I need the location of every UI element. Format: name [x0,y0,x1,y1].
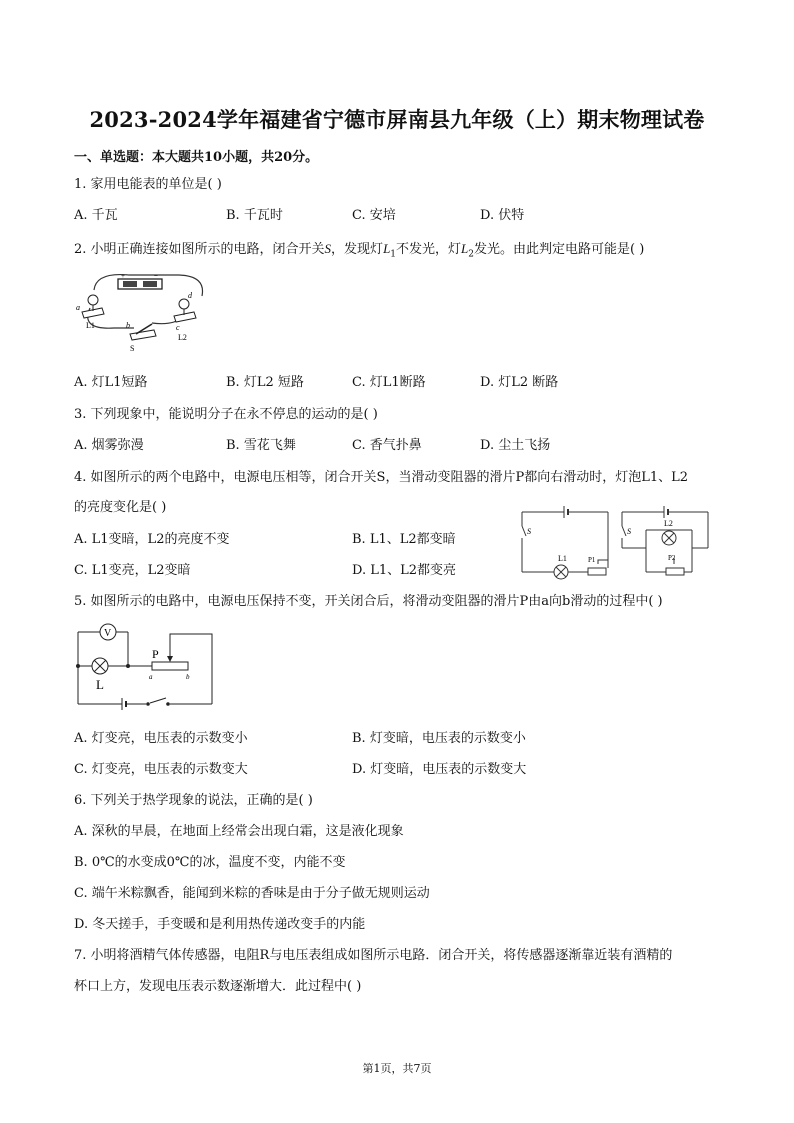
q5-option-d: D. 灯变暗，电压表的示数变大 [352,762,527,777]
fig5-end-a-label: a [149,673,153,681]
figure-q2-circuit [74,268,214,358]
q2-stem-part2: ，发现灯 [331,242,384,257]
q1-option-a: A. 千瓦 [74,208,118,223]
page-title: 2023-2024学年福建省宁德市屏南县九年级（上）期末物理试卷 [89,107,705,132]
q6-option-b: B. 0℃的水变成0℃的冰，温度不变，内能不变 [74,855,346,870]
q3-option-b: B. 雪花飞舞 [226,438,296,453]
q5-option-a: A. 灯变亮，电压表的示数变小 [74,731,248,746]
fig5-slider-label: P [152,647,159,661]
q2-stem-part1: 2. 小明正确连接如图所示的电路，闭合开关 [74,242,325,257]
fig5-voltmeter-label: V [104,628,112,639]
q4-option-a: A. L1变暗，L2的亮度不变 [74,532,230,547]
question-4-stem-line2: 的亮度变化是( ) [74,500,167,515]
fig2-label-l1: L1 [86,321,95,330]
fig4-right-slider-label: P2 [668,554,676,562]
q2-stem-switch: S [324,241,332,256]
question-1-stem: 1. 家用电能表的单位是( ) [74,177,222,192]
q6-option-a: A. 深秋的早晨，在地面上经常会出现白霜，这是液化现象 [74,824,404,839]
fig4-left-lamp-label: L1 [558,554,567,563]
q4-option-d: D. L1、L2都变亮 [352,563,457,578]
question-2-stem [74,240,644,264]
q1-option-c: C. 安培 [352,208,396,223]
q6-option-c: C. 端午米粽飘香，能闻到米粽的香味是由于分子做无规则运动 [74,886,430,901]
q3-option-a: A. 烟雾弥漫 [74,438,144,453]
q2-stem-part4: 发光。由此判定电路可能是( ) [474,242,645,257]
q1-option-b: B. 千瓦时 [226,208,283,223]
figure-q5-circuit [72,622,217,714]
q2-stem-l2-sub: 2 [468,249,475,260]
q2-stem-l1-sub: 1 [390,249,397,260]
question-7-stem-line2: 杯口上方，发现电压表示数逐渐增大．此过程中( ) [74,979,362,994]
q2-option-d: D. 灯L2 断路 [480,375,559,390]
question-5-stem: 5. 如图所示的电路中，电源电压保持不变，开关闭合后，将滑动变阻器的滑片P由a向b滑动的过程中( ) [74,594,663,609]
fig2-label-a: a [76,303,80,312]
q2-option-a: A. 灯L1短路 [74,375,148,390]
q2-stem-l2: L [461,241,469,256]
q1-option-d: D. 伏特 [480,208,525,223]
question-4-stem-line1: 4. 如图所示的两个电路中，电源电压相等，闭合开关S，当滑动变阻器的滑片P都向右滑动时，灯泡L1、L2 [74,470,688,485]
q6-option-d: D. 冬天搓手，手变暖和是利用热传递改变手的内能 [74,917,366,932]
page-footer: 第1页，共7页 [362,1062,432,1075]
q4-option-b: B. L1、L2都变暗 [352,532,456,547]
fig2-label-s: S [130,344,135,353]
q5-option-c: C. 灯变亮，电压表的示数变大 [74,762,248,777]
fig2-label-l2: L2 [178,333,187,342]
q3-option-d: D. 尘土飞扬 [480,438,551,453]
q2-stem-l1: L [383,241,391,256]
fig4-right-lamp-label: L2 [664,519,673,528]
fig2-label-c: c [176,323,180,332]
q2-stem-part3: 不发光，灯 [396,242,462,257]
fig2-label-b: b [126,321,130,330]
fig2-plus-sign: + [121,272,125,280]
question-3-stem: 3. 下列现象中，能说明分子在永不停息的运动的是( ) [74,407,378,422]
fig4-right-switch-label: S [627,527,631,536]
q2-option-b: B. 灯L2 短路 [226,375,304,390]
q4-option-c: C. L1变亮，L2变暗 [74,563,191,578]
question-7-stem-line1: 7. 小明将酒精气体传感器，电阻R与电压表组成如图所示电路．闭合开关，将传感器逐渐靠近装有酒精的 [74,948,673,963]
q5-option-b: B. 灯变暗，电压表的示数变小 [352,731,526,746]
fig4-left-switch-label: S [527,527,531,536]
q3-option-c: C. 香气扑鼻 [352,438,422,453]
fig5-end-b-label: b [186,673,190,681]
fig2-label-d: d [188,291,192,300]
q2-option-c: C. 灯L1断路 [352,375,426,390]
question-6-stem: 6. 下列关于热学现象的说法，正确的是( ) [74,793,313,808]
fig5-lamp-label: L [96,677,104,692]
section-heading: 一、单选题：本大题共10小题，共20分。 [74,150,319,165]
figure-q4-circuits [516,500,716,582]
fig2-minus-sign: − [154,272,158,280]
fig4-left-slider-label: P1 [588,556,596,564]
